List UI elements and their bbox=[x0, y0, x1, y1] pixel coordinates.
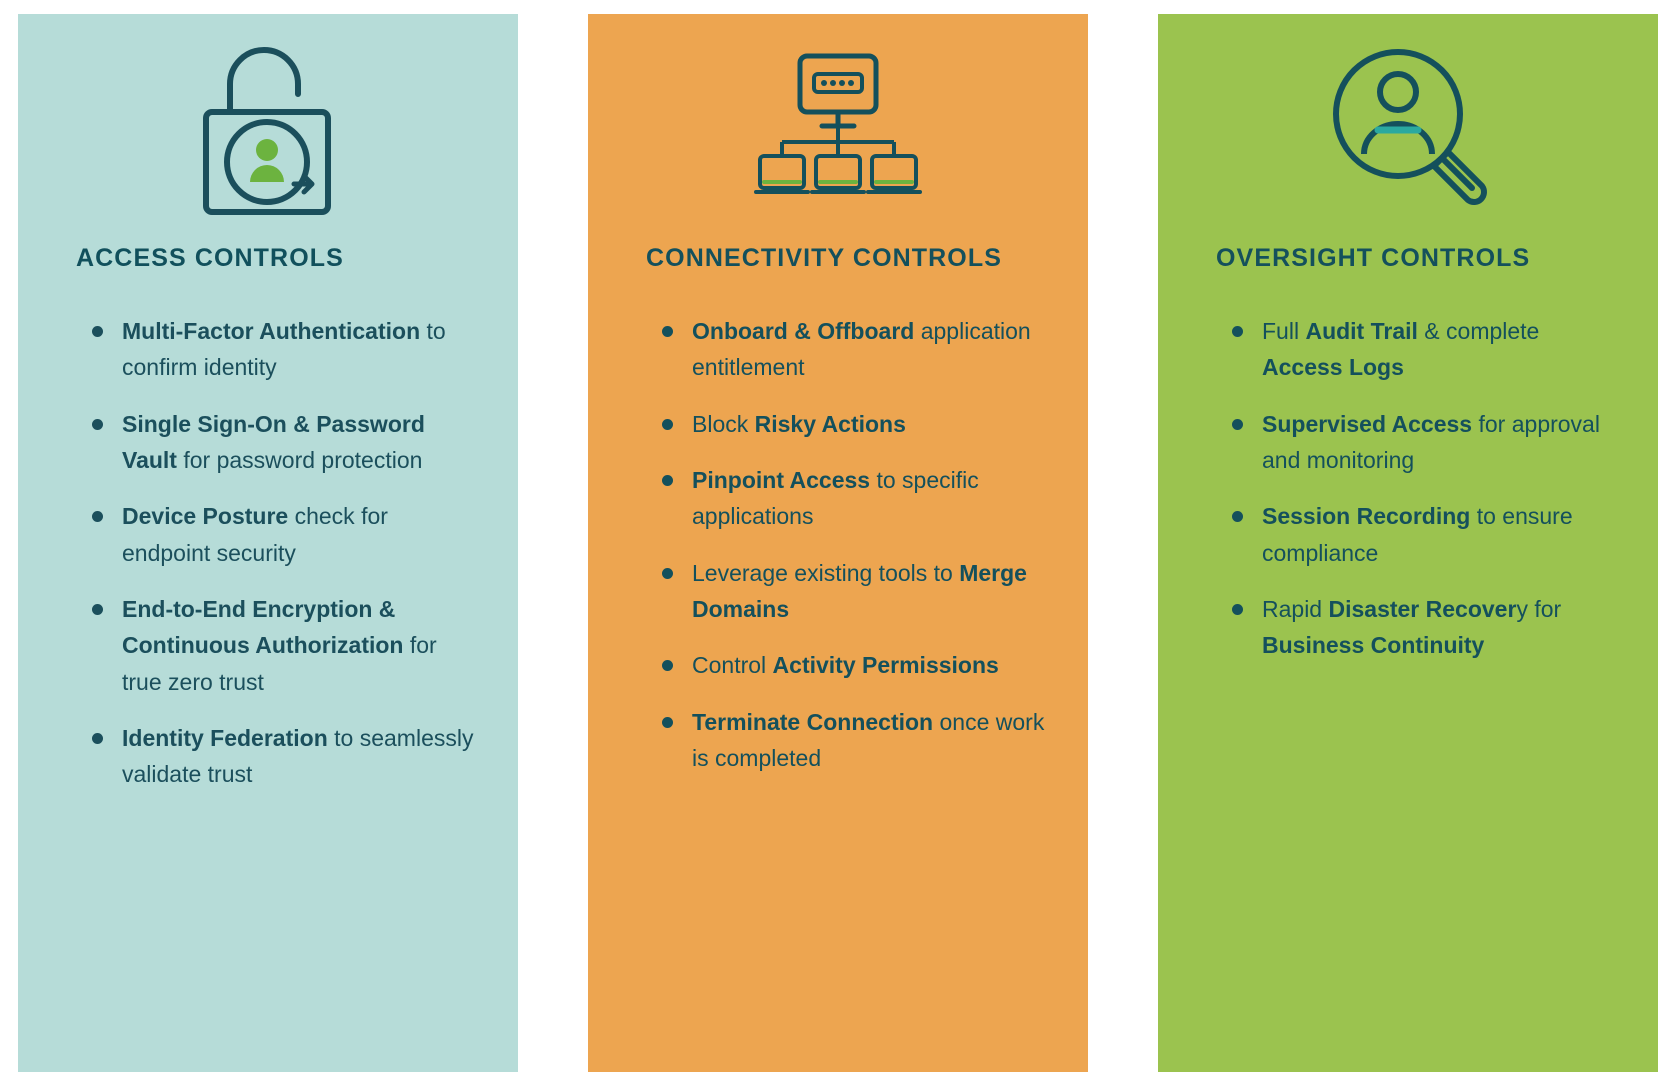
list-item bbox=[88, 591, 478, 700]
list-item bbox=[1228, 591, 1618, 664]
list-item bbox=[658, 704, 1048, 777]
list-item-text: Onboard & Offboard application entitlement bbox=[692, 318, 1031, 381]
list-item-text: Single Sign-On & Password Vault for password protection bbox=[122, 410, 425, 473]
column-title: CONNECTIVITY CONTROLS bbox=[646, 244, 1002, 272]
column-oversight-controls bbox=[1158, 14, 1658, 1072]
bullet-list-access bbox=[18, 313, 518, 813]
open-padlock-user-icon bbox=[18, 14, 518, 244]
list-item-text: Multi-Factor Authentication to confirm identity bbox=[122, 318, 446, 381]
magnifier-person-icon bbox=[1158, 14, 1658, 244]
list-item-text: Session Recording to ensure compliance bbox=[1262, 503, 1573, 566]
list-item bbox=[1228, 406, 1618, 479]
column-access-controls bbox=[18, 14, 518, 1072]
list-item bbox=[88, 498, 478, 571]
bullet-list-connectivity bbox=[588, 313, 1088, 796]
list-item-text: Supervised Access for approval and monitoring bbox=[1262, 410, 1600, 473]
list-item-text: Leverage existing tools to Merge Domains bbox=[692, 559, 1027, 622]
list-item bbox=[1228, 498, 1618, 571]
list-item-text: Block Risky Actions bbox=[692, 410, 906, 437]
network-monitors-icon bbox=[588, 14, 1088, 244]
list-item-text: Pinpoint Access to specific applications bbox=[692, 466, 979, 530]
column-title: OVERSIGHT CONTROLS bbox=[1216, 244, 1531, 272]
list-item bbox=[658, 462, 1048, 535]
column-title: ACCESS CONTROLS bbox=[76, 244, 344, 272]
list-item-text: Control Activity Permissions bbox=[692, 652, 999, 679]
list-item bbox=[658, 555, 1048, 628]
list-item bbox=[658, 647, 1048, 683]
list-item bbox=[1228, 313, 1618, 386]
list-item bbox=[88, 720, 478, 793]
list-item bbox=[88, 406, 478, 479]
list-item-text: Device Posture check for endpoint security bbox=[122, 503, 388, 566]
column-connectivity-controls bbox=[588, 14, 1088, 1072]
bullet-list-oversight bbox=[1158, 313, 1658, 684]
list-item bbox=[88, 313, 478, 386]
list-item-text: Rapid Disaster Recovery for Business Continuity bbox=[1262, 595, 1562, 659]
list-item-text: Terminate Connection once work is completed bbox=[692, 708, 1045, 771]
list-item bbox=[658, 313, 1048, 386]
list-item bbox=[658, 406, 1048, 442]
list-item-text: Full Audit Trail & complete Access Logs bbox=[1262, 318, 1540, 381]
list-item-text: End-to-End Encryption & Continuous Authorization for true zero trust bbox=[122, 595, 437, 695]
list-item-text: Identity Federation to seamlessly validate trust bbox=[122, 724, 474, 788]
